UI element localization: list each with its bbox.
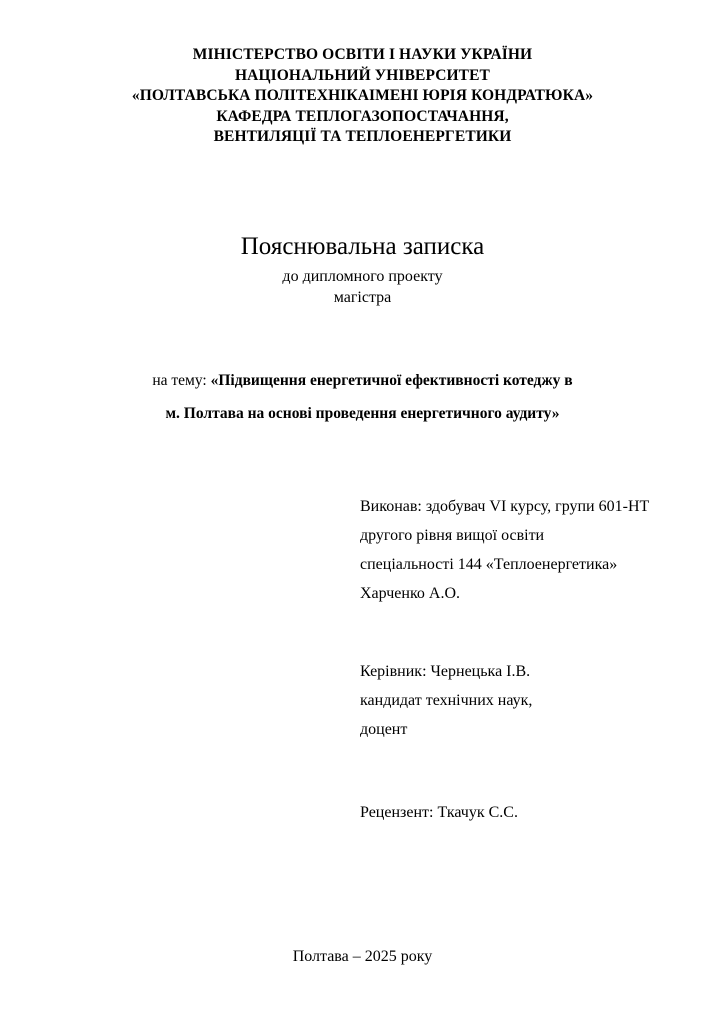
footer-place-year [0, 948, 725, 966]
header-line-ministry: МІНІСТЕРСТВО ОСВІТИ І НАУКИ УКРАЇНИ [192, 46, 533, 63]
title-block [60, 232, 665, 307]
reviewer-line-name: Рецензент: Ткачук С.С. [360, 803, 518, 821]
author-line-name: Харченко А.О. [360, 585, 461, 603]
title-subtitle-project: до дипломного проекту [282, 268, 443, 286]
author-line-course: Виконав: здобувач VI курсу, групи 601-НТ [360, 498, 650, 516]
institution-header [60, 45, 665, 148]
page-title: Пояснювальна записка [240, 233, 485, 261]
footer-text: Полтава – 2025 року [292, 948, 433, 965]
author-line-level: другого рівня вищої освіти [360, 527, 545, 545]
theme-prefix-label: на тему: [152, 372, 207, 390]
theme-line-1: «Підвищення енергетичної ефективності котеджу в [210, 372, 573, 390]
title-subtitle-degree: магістра [333, 289, 392, 307]
header-line-department: КАФЕДРА ТЕПЛОГАЗОПОСТАЧАННЯ, ВЕНТИЛЯЦІЇ ТА ТЕПЛОЕНЕРГЕТИКИ [213, 107, 512, 146]
thesis-theme [60, 365, 665, 430]
header-line-university-name: «ПОЛТАВСЬКА ПОЛІТЕХНІКАІМЕНІ ЮРІЯ КОНДРАТЮКА» [131, 87, 594, 105]
supervisor-line-degree: кандидат технічних наук, [360, 691, 533, 709]
supervisor-line-name: Керівник: Чернецька І.В. [360, 662, 531, 680]
supervisor-line-position: доцент [360, 720, 408, 738]
author-block [360, 492, 665, 608]
supervisor-block [360, 657, 665, 744]
theme-line-2: м. Полтава на основі проведення енергетичного аудиту» [165, 404, 560, 422]
author-line-specialty: спеціальності 144 «Теплоенергетика» [360, 556, 618, 574]
reviewer-block [360, 798, 665, 827]
header-line-university: НАЦІОНАЛЬНИЙ УНІВЕРСИТЕТ [235, 66, 490, 84]
